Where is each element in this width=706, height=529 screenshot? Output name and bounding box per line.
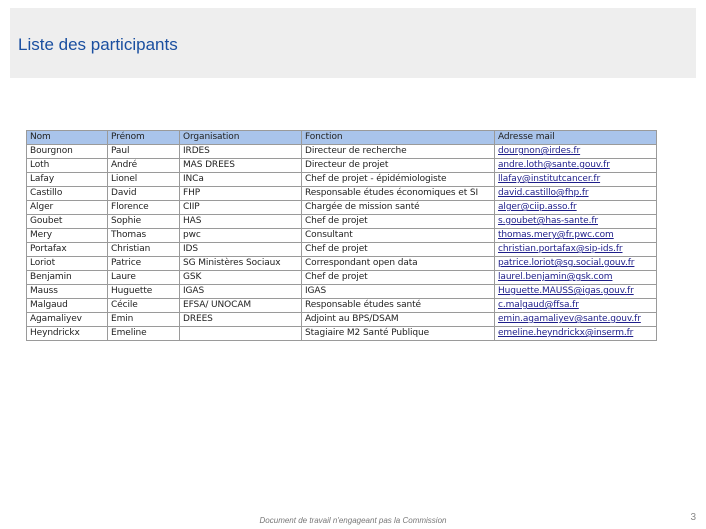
cell-nom: Loth (27, 159, 108, 173)
cell-prenom: Paul (108, 145, 180, 159)
cell-nom: Bourgnon (27, 145, 108, 159)
cell-email[interactable]: andre.loth@sante.gouv.fr (495, 159, 657, 173)
cell-organisation (180, 327, 302, 341)
cell-email[interactable]: alger@ciip.asso.fr (495, 201, 657, 215)
cell-nom: Castillo (27, 187, 108, 201)
cell-nom: Agamaliyev (27, 313, 108, 327)
cell-prenom: Thomas (108, 229, 180, 243)
cell-email[interactable]: david.castillo@fhp.fr (495, 187, 657, 201)
cell-email[interactable]: dourgnon@irdes.fr (495, 145, 657, 159)
table-row (27, 173, 657, 187)
cell-fonction: Directeur de recherche (302, 145, 495, 159)
cell-organisation: DREES (180, 313, 302, 327)
cell-email[interactable]: emin.agamaliyev@sante.gouv.fr (495, 313, 657, 327)
cell-fonction: Chef de projet - épidémiologiste (302, 173, 495, 187)
cell-organisation: EFSA/ UNOCAM (180, 299, 302, 313)
cell-fonction: Directeur de projet (302, 159, 495, 173)
cell-organisation: pwc (180, 229, 302, 243)
table-row (27, 243, 657, 257)
cell-nom: Heyndrickx (27, 327, 108, 341)
table-body (27, 145, 657, 341)
cell-organisation: IGAS (180, 285, 302, 299)
table-row (27, 159, 657, 173)
cell-organisation: INCa (180, 173, 302, 187)
table-header-row (27, 131, 657, 145)
cell-organisation: IDS (180, 243, 302, 257)
table-row (27, 299, 657, 313)
cell-nom: Loriot (27, 257, 108, 271)
cell-organisation: GSK (180, 271, 302, 285)
cell-nom: Mauss (27, 285, 108, 299)
cell-prenom: Lionel (108, 173, 180, 187)
cell-nom: Malgaud (27, 299, 108, 313)
cell-fonction: Chef de projet (302, 271, 495, 285)
table-row (27, 229, 657, 243)
participants-table (26, 130, 657, 341)
table-row (27, 313, 657, 327)
cell-email[interactable]: llafay@institutcancer.fr (495, 173, 657, 187)
cell-email[interactable]: laurel.benjamin@gsk.com (495, 271, 657, 285)
cell-fonction: Chef de projet (302, 215, 495, 229)
cell-nom: Alger (27, 201, 108, 215)
column-header-prenom: Prénom (108, 131, 180, 145)
table-row (27, 327, 657, 341)
cell-email[interactable]: thomas.mery@fr.pwc.com (495, 229, 657, 243)
participants-table-container (26, 130, 656, 341)
cell-fonction: Consultant (302, 229, 495, 243)
cell-organisation: IRDES (180, 145, 302, 159)
cell-email[interactable]: s.goubet@has-sante.fr (495, 215, 657, 229)
header-band (10, 8, 696, 78)
cell-organisation: FHP (180, 187, 302, 201)
table-row (27, 201, 657, 215)
cell-prenom: André (108, 159, 180, 173)
cell-prenom: Florence (108, 201, 180, 215)
cell-fonction: Responsable études santé (302, 299, 495, 313)
cell-fonction: IGAS (302, 285, 495, 299)
cell-email[interactable]: patrice.loriot@sg.social.gouv.fr (495, 257, 657, 271)
cell-fonction: Adjoint au BPS/DSAM (302, 313, 495, 327)
page-title: Liste des participants (18, 35, 178, 54)
cell-nom: Portafax (27, 243, 108, 257)
cell-email[interactable]: christian.portafax@sip-ids.fr (495, 243, 657, 257)
column-header-organisation: Organisation (180, 131, 302, 145)
cell-fonction: Responsable études économiques et SI (302, 187, 495, 201)
cell-email[interactable]: Huguette.MAUSS@igas.gouv.fr (495, 285, 657, 299)
table-row (27, 271, 657, 285)
cell-prenom: Emin (108, 313, 180, 327)
cell-email[interactable]: c.malgaud@ffsa.fr (495, 299, 657, 313)
table-row (27, 285, 657, 299)
page-number: 3 (690, 512, 696, 523)
column-header-fonction: Fonction (302, 131, 495, 145)
cell-fonction: Correspondant open data (302, 257, 495, 271)
cell-prenom: Emeline (108, 327, 180, 341)
footer-disclaimer: Document de travail n'engageant pas la Commission (259, 516, 447, 525)
cell-prenom: Patrice (108, 257, 180, 271)
cell-organisation: HAS (180, 215, 302, 229)
cell-prenom: Cécile (108, 299, 180, 313)
cell-nom: Benjamin (27, 271, 108, 285)
cell-prenom: Laure (108, 271, 180, 285)
cell-organisation: MAS DREES (180, 159, 302, 173)
table-row (27, 145, 657, 159)
cell-prenom: David (108, 187, 180, 201)
column-header-nom: Nom (27, 131, 108, 145)
cell-email[interactable]: emeline.heyndrickx@inserm.fr (495, 327, 657, 341)
cell-organisation: SG Ministères Sociaux (180, 257, 302, 271)
cell-nom: Mery (27, 229, 108, 243)
cell-fonction: Chef de projet (302, 243, 495, 257)
cell-prenom: Sophie (108, 215, 180, 229)
cell-prenom: Huguette (108, 285, 180, 299)
cell-fonction: Stagiaire M2 Santé Publique (302, 327, 495, 341)
cell-nom: Goubet (27, 215, 108, 229)
cell-nom: Lafay (27, 173, 108, 187)
table-row (27, 257, 657, 271)
cell-prenom: Christian (108, 243, 180, 257)
cell-organisation: CIIP (180, 201, 302, 215)
column-header-adresse-mail: Adresse mail (495, 131, 657, 145)
table-row (27, 187, 657, 201)
table-row (27, 215, 657, 229)
cell-fonction: Chargée de mission santé (302, 201, 495, 215)
